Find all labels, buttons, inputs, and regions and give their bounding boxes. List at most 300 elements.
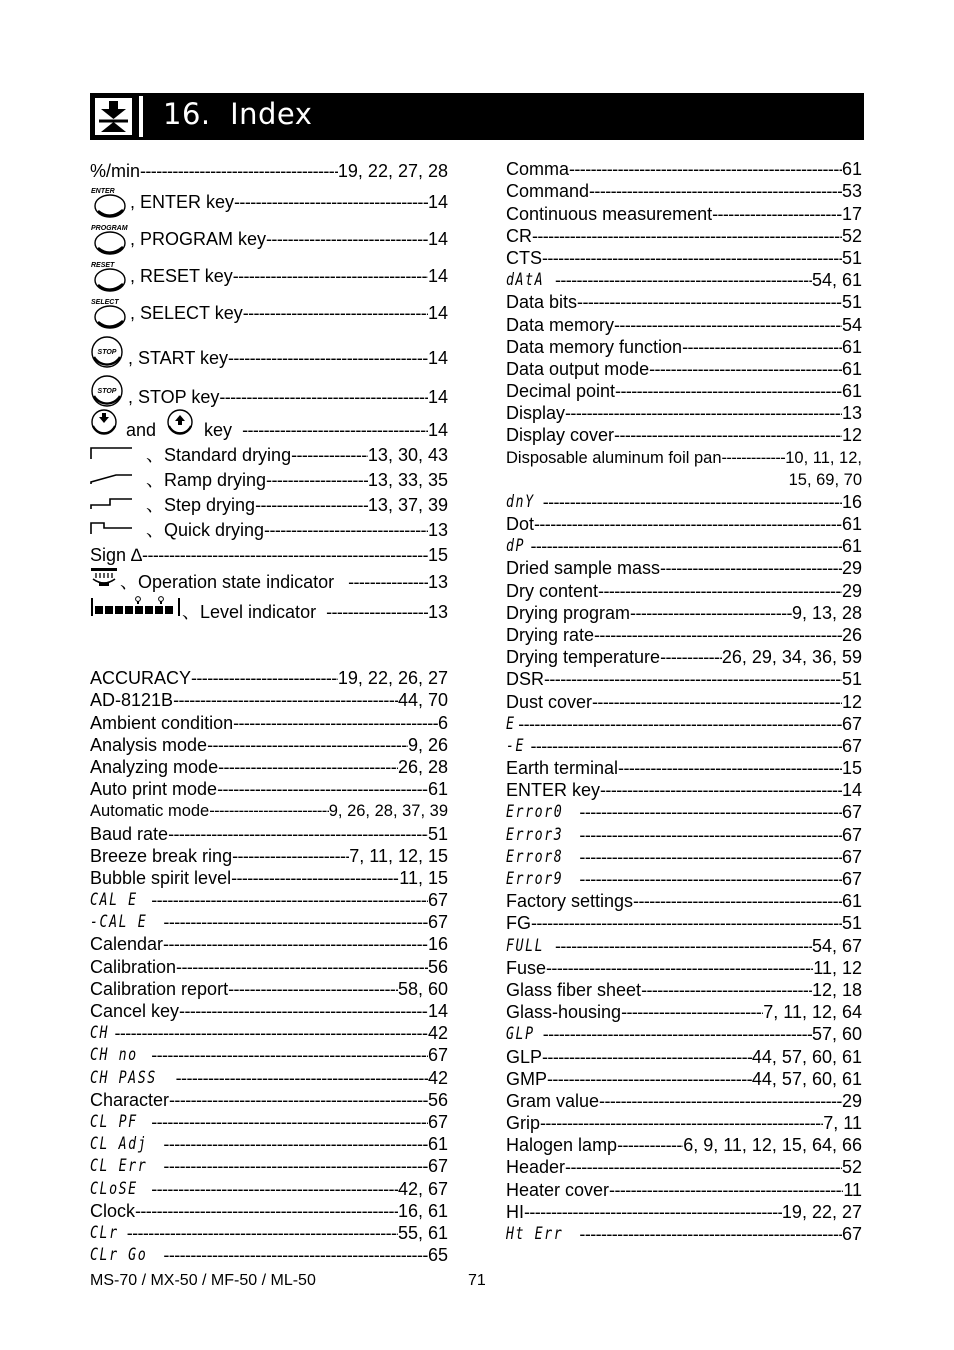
index-term	[90, 566, 348, 593]
index-term-text: Cancel key	[90, 1001, 180, 1021]
index-term	[90, 1244, 163, 1266]
leader-dots	[630, 602, 792, 624]
page-references: 11, 12	[813, 957, 862, 978]
leader-dots	[579, 824, 842, 846]
page-references: 67	[841, 846, 862, 867]
index-term	[506, 535, 530, 557]
index-term	[506, 1046, 542, 1068]
index-term	[506, 225, 532, 247]
index-term-text: Drying rate	[506, 624, 595, 645]
up-arrow-key-icon	[166, 408, 194, 441]
index-term	[506, 757, 618, 779]
page-references: 61	[841, 159, 862, 180]
page-references: 15	[841, 758, 862, 779]
leader-dots	[242, 419, 428, 441]
leader-dots	[542, 247, 842, 269]
index-entry-ht-err	[506, 1223, 862, 1245]
leader-dots	[609, 1179, 843, 1201]
segment-display-term: -E	[506, 735, 526, 756]
leader-dots	[633, 890, 842, 912]
leader-dots	[163, 1155, 428, 1177]
page-references: 67	[427, 1111, 448, 1132]
index-term	[506, 890, 633, 912]
page-references: 67	[427, 912, 448, 933]
index-entry-glass-fiber-sheet	[506, 979, 862, 1001]
index-term	[90, 911, 163, 933]
index-entry-full	[506, 934, 862, 956]
index-term	[90, 519, 264, 541]
leader-dots	[233, 712, 438, 734]
index-term	[506, 646, 660, 668]
page-references: 19, 22, 27, 28	[337, 161, 448, 181]
index-entry-ch-no	[90, 1044, 448, 1066]
index-entry-clr	[90, 1222, 448, 1244]
index-term	[506, 957, 546, 979]
page-references: 51	[841, 292, 862, 313]
index-term-text: Data bits	[506, 292, 578, 313]
index-term-text: 、Ramp drying	[146, 470, 267, 490]
index-entry-ch	[90, 1022, 448, 1044]
index-term	[90, 845, 232, 867]
leader-dots	[682, 336, 842, 358]
stop-key-icon	[90, 374, 126, 408]
page-references: 67	[427, 1156, 448, 1177]
index-entry-fuse	[506, 957, 862, 979]
leader-dots	[176, 956, 428, 978]
leader-dots	[163, 933, 428, 955]
page-references: 42	[427, 1067, 448, 1088]
leader-dots	[151, 1178, 398, 1200]
leader-dots	[621, 1001, 763, 1023]
page-references: 12	[841, 425, 862, 446]
index-entry-quick-drying	[90, 516, 448, 541]
leader-dots	[218, 756, 398, 778]
index-term-text: Factory settings	[506, 891, 634, 912]
index-term	[90, 1000, 179, 1022]
segment-display-term: CH no	[90, 1045, 138, 1066]
leader-dots	[232, 845, 349, 867]
index-spacer	[90, 623, 448, 667]
index-term-text: HI	[506, 1201, 524, 1222]
index-term-text: 、Operation state indicator	[120, 572, 335, 592]
page-references: 61	[841, 536, 862, 557]
page-references: 44, 57, 60, 61	[751, 1046, 862, 1067]
leader-dots	[127, 1222, 398, 1244]
index-entry-step-drying	[90, 491, 448, 516]
index-term	[506, 1001, 621, 1023]
segment-display-term: CL Adj	[90, 1134, 148, 1155]
leader-dots	[173, 689, 398, 711]
index-entry-glp	[506, 1023, 862, 1045]
segment-display-term: Error9	[506, 869, 564, 889]
index-term-text: GLP	[506, 1046, 543, 1067]
index-term-text: Calendar	[90, 934, 164, 955]
index-term	[506, 1156, 565, 1178]
leader-dots	[542, 1046, 752, 1068]
key-label: SELECT	[91, 299, 119, 306]
index-entry-data-output-mode	[506, 358, 862, 380]
index-entry-ramp-drying	[90, 466, 448, 491]
index-entry-automatic-mode	[90, 800, 448, 822]
index-term	[90, 1089, 169, 1111]
page-references: 11	[843, 1179, 862, 1200]
leader-dots	[219, 386, 428, 408]
segment-display-term: -CAL E	[90, 912, 148, 933]
index-term	[90, 296, 243, 330]
key-label: PROGRAM	[91, 225, 128, 232]
leader-dots	[217, 778, 428, 800]
page-references: 14	[427, 303, 448, 323]
index-term	[90, 667, 191, 689]
leader-dots	[712, 203, 842, 225]
index-entry-drying-program	[506, 602, 862, 624]
index-term	[506, 935, 555, 957]
leader-dots	[163, 1133, 428, 1155]
index-entry-dny	[506, 491, 862, 513]
index-term-text: GMP	[506, 1068, 548, 1089]
index-term-text: CTS	[506, 247, 542, 268]
index-term	[90, 596, 326, 623]
index-term	[506, 868, 579, 890]
page-references: 16	[427, 934, 448, 955]
page-references: 7, 11	[823, 1113, 862, 1134]
index-entry-cts	[506, 247, 862, 269]
index-entry-hi	[506, 1201, 862, 1223]
index-entry-dry-content	[506, 579, 862, 601]
page-references: 6, 9, 11, 12, 15, 64, 66	[683, 1135, 862, 1156]
page-references: 51	[841, 247, 862, 268]
index-term	[506, 735, 530, 757]
segment-display-term: Error3	[506, 824, 564, 845]
index-term-text: 、Level indicator	[182, 602, 317, 622]
leader-dots	[543, 1023, 812, 1045]
index-entry-program-key	[90, 219, 448, 256]
index-term	[90, 544, 142, 566]
index-term-text: Gram value	[506, 1090, 600, 1111]
key-label: ENTER	[91, 188, 115, 195]
leader-dots	[660, 646, 722, 668]
page-references: 57, 60	[811, 1024, 862, 1045]
index-entry-header	[506, 1156, 862, 1178]
footer-models: MS-70 / MX-50 / MF-50 / ML-50	[90, 1272, 316, 1289]
leader-dots	[151, 1044, 428, 1066]
page-references: 61	[427, 779, 448, 800]
page-references: 13, 37, 39	[367, 495, 448, 515]
page-references: 14	[427, 266, 448, 286]
page-references: 14	[427, 229, 448, 249]
leader-dots	[532, 225, 842, 247]
index-entry-disposable-aluminum-foil-pan	[506, 446, 862, 468]
page-references: 14	[841, 780, 862, 801]
index-entry-display-cover	[506, 424, 862, 446]
index-term	[90, 933, 163, 955]
segment-display-term: Error8	[506, 846, 564, 867]
index-left-column	[90, 158, 448, 1266]
page-references: 12	[841, 691, 862, 712]
index-term	[506, 824, 579, 846]
leader-dots	[547, 1068, 752, 1090]
index-entry-data-memory	[506, 313, 862, 335]
segment-display-term: FULL	[506, 935, 545, 956]
leader-dots	[555, 269, 812, 291]
page-references: 67	[427, 890, 448, 911]
leader-dots	[518, 713, 842, 735]
index-term	[506, 580, 598, 602]
index-entry-e	[506, 713, 862, 735]
leader-dots	[169, 1089, 428, 1111]
leader-dots	[266, 222, 428, 256]
page-references: 6	[437, 712, 448, 733]
page-references: 53	[841, 181, 862, 202]
index-term-text: FG	[506, 913, 531, 934]
leader-dots	[231, 867, 399, 889]
leader-dots	[255, 494, 368, 516]
page-references: 19, 22, 26, 27	[337, 668, 448, 689]
index-term	[90, 1222, 127, 1244]
index-entry-analysis-mode	[90, 734, 448, 756]
leader-dots	[546, 957, 813, 979]
index-term	[90, 1022, 114, 1044]
index-term-text: DSR	[506, 669, 545, 690]
index-term	[90, 978, 228, 1000]
index-term	[506, 291, 577, 313]
index-term	[90, 1155, 163, 1177]
index-term-text: Clock	[90, 1200, 136, 1221]
index-term-text: Bubble spirit level	[90, 867, 232, 888]
index-entry-factory-settings	[506, 890, 862, 912]
index-entry-baud-rate	[90, 822, 448, 844]
index-entry-dsr	[506, 668, 862, 690]
page-references: 56	[427, 1089, 448, 1110]
operation-state-icon	[90, 566, 120, 593]
index-term	[506, 158, 569, 180]
index-term-text: ACCURACY	[90, 668, 192, 689]
segment-display-term: CLr Go	[90, 1245, 148, 1266]
page-references: 16	[841, 491, 862, 512]
page-references: 13	[427, 602, 448, 622]
index-entry-cr	[506, 225, 862, 247]
enter-key-icon	[90, 185, 128, 219]
page-references: 9, 13, 28	[791, 602, 862, 623]
chapter-icon	[92, 95, 135, 138]
page-references: 61	[841, 381, 862, 402]
index-term-text: Data output mode	[506, 358, 650, 379]
page-references: 26, 29, 34, 36, 59	[721, 647, 862, 668]
index-term	[90, 956, 176, 978]
index-term	[90, 712, 233, 734]
leader-dots	[228, 978, 398, 1000]
page-references: 67	[427, 1045, 448, 1066]
index-entry-drying-rate	[506, 624, 862, 646]
index-term	[506, 513, 534, 535]
leader-dots	[569, 158, 842, 180]
segment-display-term: dP	[506, 536, 526, 557]
index-term-text: AD-8121B	[90, 690, 174, 711]
index-term-text: ENTER key	[506, 780, 601, 801]
index-term-text: Header	[506, 1157, 566, 1178]
leader-dots	[579, 868, 842, 890]
index-term-text: , ENTER key	[130, 192, 235, 212]
index-term	[506, 203, 712, 225]
step-drying-icon	[90, 494, 134, 516]
leader-dots	[600, 779, 842, 801]
index-term	[506, 979, 641, 1001]
page-references: 54, 61	[811, 270, 862, 291]
index-term-text: , RESET key	[130, 266, 233, 286]
segment-display-term: GLP	[506, 1024, 535, 1045]
index-entry-operation-state-indicator	[90, 566, 448, 593]
page-references: 61	[841, 514, 862, 534]
index-term	[90, 408, 242, 441]
section-title: Index	[230, 97, 313, 131]
index-term	[506, 314, 614, 336]
index-term	[90, 756, 218, 778]
index-term-text: Calibration report	[90, 978, 229, 999]
index-entry-error9	[506, 868, 862, 890]
index-term	[506, 424, 614, 446]
page-references: 13	[427, 572, 448, 592]
index-entry-drying-temperature	[506, 646, 862, 668]
page-references: 42, 67	[397, 1178, 448, 1199]
page-references: 65	[427, 1245, 448, 1266]
leader-dots	[614, 424, 842, 446]
leader-dots	[191, 667, 338, 689]
index-entry-ad-8121b	[90, 689, 448, 711]
standard-drying-icon	[90, 444, 134, 466]
index-term	[506, 1179, 609, 1201]
index-term	[506, 447, 722, 469]
page-references: 61	[427, 1134, 448, 1155]
index-entry-dust-cover	[506, 690, 862, 712]
leader-dots	[179, 1000, 428, 1022]
index-term	[90, 185, 234, 219]
leader-dots	[151, 1111, 428, 1133]
segment-display-term: dAtA	[506, 270, 545, 291]
page-references: 29	[841, 558, 862, 579]
index-entry-data-bits	[506, 291, 862, 313]
segment-display-term: CAL E	[90, 890, 138, 911]
index-entry-error8	[506, 846, 862, 868]
index-entry-display	[506, 402, 862, 424]
index-term-text: Automatic mode	[90, 802, 210, 821]
page-references: 14	[427, 348, 448, 368]
page-references: 67	[841, 824, 862, 845]
segment-display-term: E	[506, 713, 516, 734]
segment-display-term: CH PASS	[90, 1067, 157, 1088]
index-term-text: Ambient condition	[90, 712, 234, 733]
leader-dots	[589, 180, 842, 202]
page-references: 11, 15	[399, 867, 448, 888]
page-references: 13	[841, 403, 862, 424]
page-references: 54, 67	[811, 935, 862, 956]
page-references: 29	[841, 580, 862, 601]
leader-dots	[565, 402, 842, 424]
index-term-text: Dry content	[506, 580, 599, 601]
index-entry-heater-cover	[506, 1178, 862, 1200]
index-term	[506, 846, 579, 868]
leader-dots	[233, 259, 428, 293]
index-term	[506, 358, 649, 380]
leader-dots	[592, 691, 842, 713]
segment-display-term: CL Err	[90, 1156, 148, 1177]
index-term-text: , PROGRAM key	[130, 229, 267, 249]
page-references: 61	[841, 358, 862, 379]
index-term	[90, 778, 217, 800]
index-entry-glp	[506, 1045, 862, 1067]
page-references: 12, 18	[811, 979, 862, 1000]
index-term	[506, 1112, 540, 1134]
index-entry-cl-err	[90, 1155, 448, 1177]
key-label: STOP	[97, 388, 117, 395]
index-term	[90, 1178, 151, 1200]
page-references: 54	[841, 314, 862, 335]
index-entry-sign	[90, 541, 448, 566]
leader-dots	[540, 1112, 823, 1134]
index-term	[506, 1068, 547, 1090]
leader-dots	[544, 668, 842, 690]
index-entry-command	[506, 180, 862, 202]
leader-dots	[579, 801, 842, 823]
segment-display-term: CLoSE	[90, 1178, 138, 1199]
index-term-text: 、Quick drying	[146, 520, 265, 540]
index-entry-calendar	[90, 933, 448, 955]
index-entry-grip	[506, 1112, 862, 1134]
index-term-text: , START key	[128, 348, 229, 368]
index-term-text: and	[126, 420, 157, 440]
page-references: 44, 70	[397, 690, 448, 711]
index-entry-cancel-key	[90, 1000, 448, 1022]
section-number: 16.	[163, 97, 211, 131]
program-key-icon	[90, 222, 128, 256]
index-term	[506, 269, 555, 291]
index-term-text: 、Step drying	[146, 495, 256, 515]
index-term-text: Dried sample mass	[506, 558, 661, 579]
index-term	[90, 374, 219, 408]
index-entry-analyzing-mode	[90, 756, 448, 778]
leader-dots	[524, 1201, 782, 1223]
leader-dots	[348, 571, 428, 593]
index-term	[90, 335, 228, 369]
page-references: 13, 30, 43	[367, 445, 448, 465]
leader-dots	[555, 935, 812, 957]
index-term-text: Grip	[506, 1113, 541, 1134]
index-term-text: Calibration	[90, 956, 177, 977]
page-references: 26	[841, 624, 862, 645]
index-entry-cal-e	[90, 911, 448, 933]
index-term-text: Display cover	[506, 425, 615, 446]
index-entry-glass-housing	[506, 1001, 862, 1023]
page-references: 61	[841, 891, 862, 912]
index-term	[90, 689, 173, 711]
index-term	[506, 1223, 579, 1245]
leader-dots	[228, 347, 428, 369]
leader-dots	[722, 447, 786, 469]
index-term-text: Earth terminal	[506, 758, 619, 779]
index-term	[506, 1134, 617, 1156]
index-term	[90, 1044, 151, 1066]
index-term	[506, 1201, 524, 1223]
page-references: 9, 26, 28, 37, 39	[328, 802, 448, 821]
index-term-text: Glass fiber sheet	[506, 979, 642, 1000]
index-term	[506, 801, 579, 823]
index-entry-e	[506, 735, 862, 757]
index-term-text: Dust cover	[506, 691, 593, 712]
index-entry-stop-key	[90, 369, 448, 408]
leader-dots	[615, 380, 842, 402]
index-term	[506, 380, 615, 402]
index-entry-fg	[506, 912, 862, 934]
index-term	[90, 469, 266, 491]
